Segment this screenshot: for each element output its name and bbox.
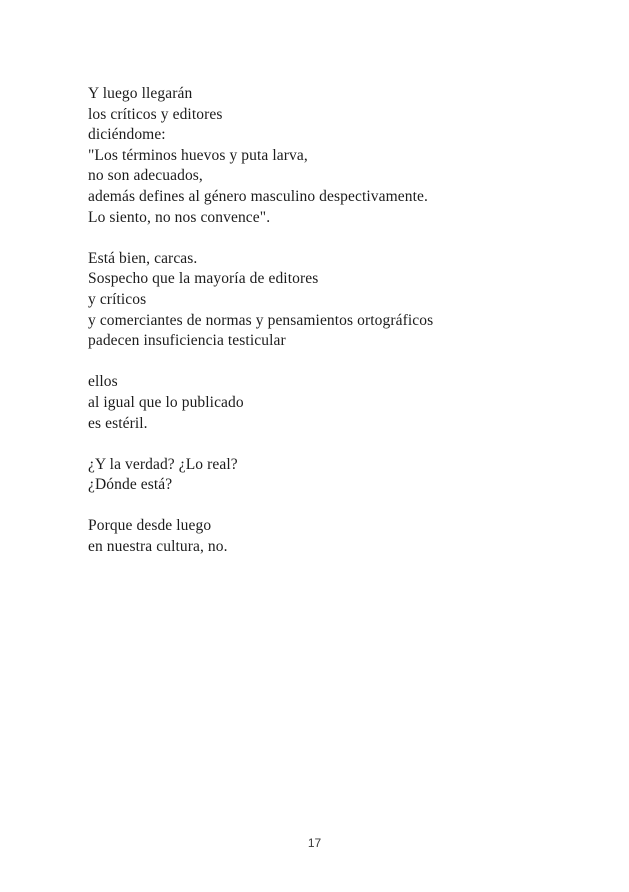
- poem-line: además defines al género masculino despectivamente.: [88, 187, 428, 205]
- poem-line: Sospecho que la mayoría de editores: [88, 270, 319, 288]
- poem-stanza: [88, 249, 599, 352]
- poem-line: Y luego llegarán: [88, 85, 193, 102]
- poem-line: diciéndome:: [88, 126, 166, 144]
- poem-stanza: [88, 455, 599, 496]
- poem-stanza: [88, 84, 599, 228]
- poem-line: ¿Y la verdad? ¿Lo real?: [88, 455, 238, 473]
- poem-body: [88, 84, 599, 558]
- poem-line: ellos: [88, 373, 118, 391]
- poem-line: ¿Dónde está?: [88, 476, 173, 494]
- poem-stanza: [88, 372, 599, 434]
- poem-line: Está bien, carcas.: [88, 249, 198, 267]
- poem-stanza: [88, 516, 599, 557]
- poem-line: Lo siento, no nos convence".: [88, 208, 271, 226]
- poem-line: no son adecuados,: [88, 167, 203, 185]
- poem-line: los críticos y editores: [88, 105, 223, 123]
- poem-line: padecen insuficiencia testicular: [88, 332, 286, 350]
- poem-line: "Los términos huevos y puta larva,: [88, 146, 308, 164]
- poem-line: al igual que lo publicado: [88, 393, 244, 411]
- poem-line: es estéril.: [88, 414, 148, 432]
- poem-line: en nuestra cultura, no.: [88, 538, 228, 556]
- poem-line: y comerciantes de normas y pensamientos ortográficos: [88, 311, 434, 329]
- poem-line: Porque desde luego: [88, 517, 212, 535]
- poem-line: y críticos: [88, 290, 147, 308]
- page-number: 17: [307, 836, 322, 850]
